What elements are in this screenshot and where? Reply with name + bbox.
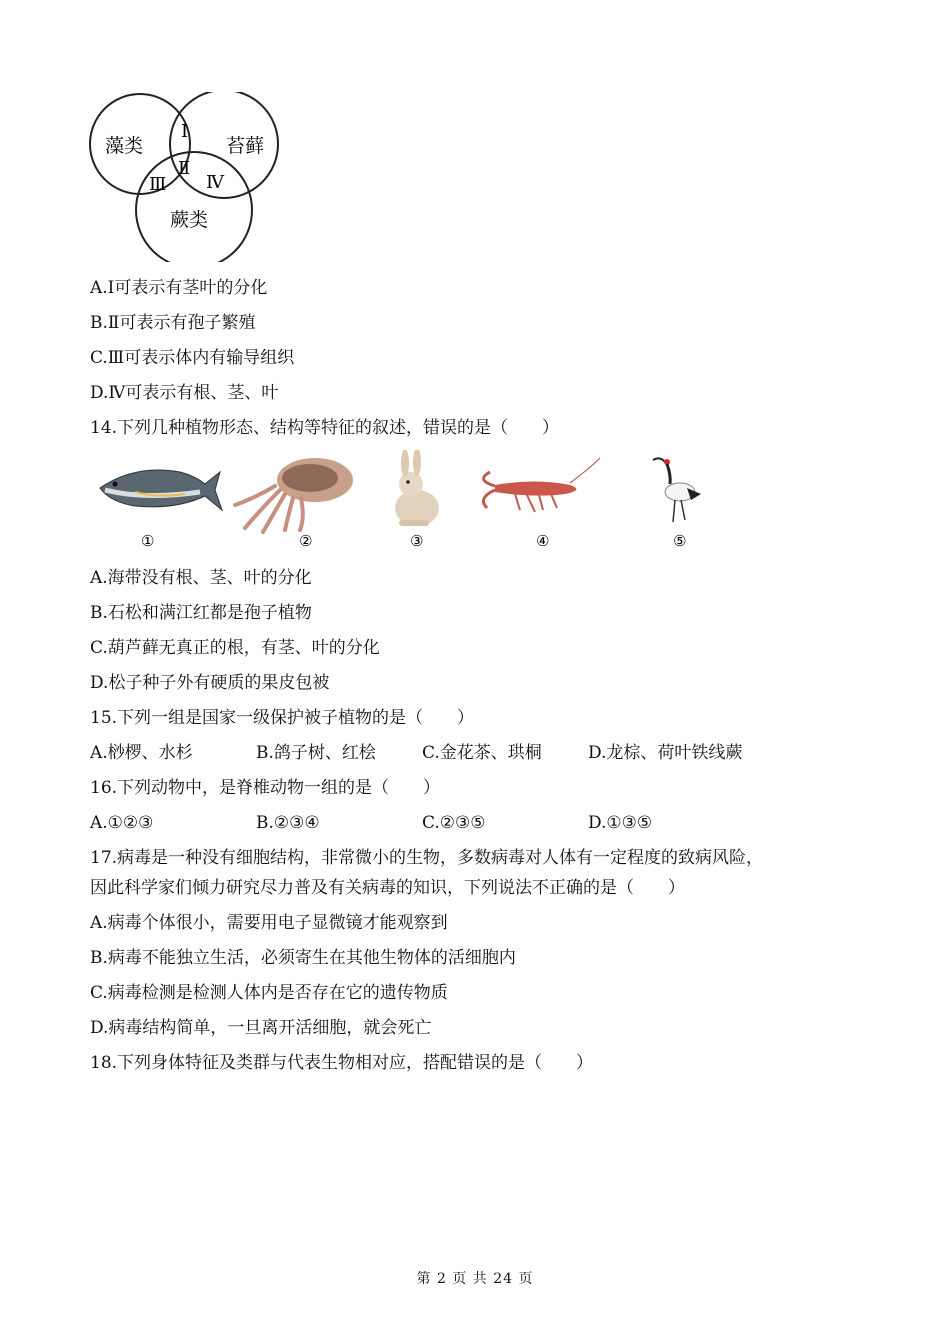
q15-stem: 15.下列一组是国家一级保护被子植物的是（ ） [90,708,475,728]
image-label-3: ③ [410,532,424,550]
q16-option-d: D.①③⑤ [588,813,653,833]
q15-option-c: C.金花茶、珙桐 [422,743,542,763]
squid-icon [235,458,353,532]
tuna-fish-icon [100,470,222,510]
q15-option-d: D.龙棕、荷叶铁线蕨 [588,743,743,763]
crane-icon [653,458,701,522]
q16-option-a: A.①②③ [90,813,154,833]
rabbit-icon [395,450,439,526]
venn-region-4: Ⅳ [206,172,224,193]
q14-stem: 14.下列几种植物形态、结构等特征的叙述，错误的是（ ） [90,418,560,438]
q16-option-c: C.②③⑤ [422,813,486,833]
q17-option-c: C.病毒检测是检测人体内是否存在它的遗传物质 [90,983,448,1003]
venn-label-fern: 蕨类 [170,209,209,231]
q17-option-d: D.病毒结构简单，一旦离开活细胞，就会死亡 [90,1018,432,1038]
q13-option-c: C.Ⅲ可表示体内有输导组织 [90,348,295,368]
venn-region-2: Ⅱ [178,158,191,179]
q14-option-a: A.海带没有根、茎、叶的分化 [90,568,312,588]
q14-option-b: B.石松和满江红都是孢子植物 [90,603,312,623]
q16-option-b: B.②③④ [256,813,320,833]
q17-stem-line2: 因此科学家们倾力研究尽力普及有关病毒的知识，下列说法不正确的是（ ） [90,878,685,898]
q14-option-d: D.松子种子外有硬质的果皮包被 [90,673,330,693]
q14-option-c: C.葫芦藓无真正的根，有茎、叶的分化 [90,638,380,658]
image-label-5: ⑤ [673,532,687,550]
image-label-4: ④ [536,532,550,550]
venn-label-algae: 藻类 [105,135,144,157]
venn-region-3: Ⅲ [149,174,167,195]
q13-option-d: D.Ⅳ可表示有根、茎、叶 [90,383,279,403]
q17-option-a: A.病毒个体很小，需要用电子显微镜才能观察到 [90,913,448,933]
q18-stem: 18.下列身体特征及类群与代表生物相对应，搭配错误的是（ ） [90,1053,594,1073]
venn-diagram [88,92,288,262]
venn-label-moss: 苔藓 [226,135,265,157]
q16-stem: 16.下列动物中，是脊椎动物一组的是（ ） [90,778,441,798]
q17-option-b: B.病毒不能独立生活，必须寄生在其他生物体的活细胞内 [90,948,516,968]
page-footer: 第 2 页 共 24 页 [416,1271,534,1287]
image-label-1: ① [141,532,155,550]
q13-option-b: B.Ⅱ可表示有孢子繁殖 [90,313,256,333]
q15-option-a: A.桫椤、水杉 [90,743,193,763]
q15-option-b: B.鸽子树、红桧 [256,743,376,763]
q13-option-a: A.Ⅰ可表示有茎叶的分化 [90,278,268,298]
venn-region-1: Ⅰ [181,121,189,142]
q17-stem-line1: 17.病毒是一种没有细胞结构，非常微小的生物，多数病毒对人体有一定程度的致病风险， [90,848,764,868]
image-label-2: ② [299,532,313,550]
animal-images [95,450,735,550]
crayfish-icon [483,458,600,512]
